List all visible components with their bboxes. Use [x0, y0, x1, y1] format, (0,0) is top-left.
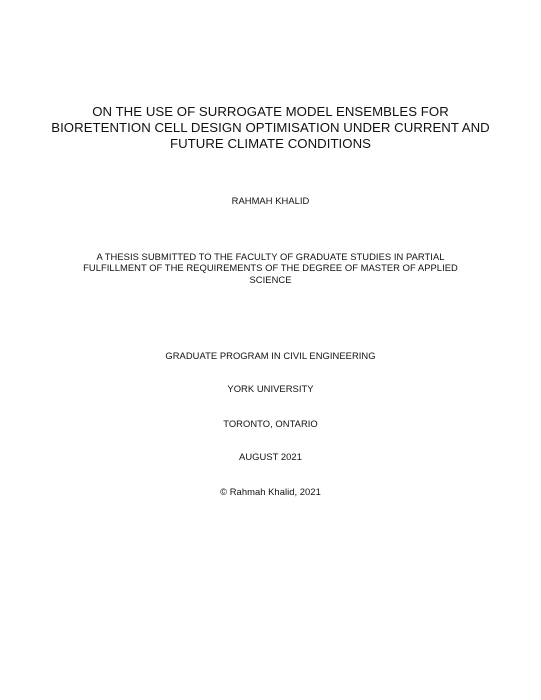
copyright-notice: © Rahmah Khalid, 2021 — [220, 486, 321, 497]
submission-line-3: SCIENCE — [249, 273, 292, 285]
submission-line-2: FULFILLMENT OF THE REQUIREMENTS OF THE DEGREE OF MASTER OF APPLIED — [83, 262, 458, 274]
thesis-title-line-1: ON THE USE OF SURROGATE MODEL ENSEMBLES FOR — [92, 104, 449, 119]
location: TORONTO, ONTARIO — [223, 418, 318, 429]
submission-statement — [0, 251, 541, 285]
graduate-program: GRADUATE PROGRAM IN CIVIL ENGINEERING — [165, 350, 376, 361]
author-name: RAHMAH KHALID — [231, 195, 310, 206]
submission-line-1: A THESIS SUBMITTED TO THE FACULTY OF GRADUATE STUDIES IN PARTIAL — [96, 251, 445, 262]
thesis-title — [0, 104, 541, 152]
thesis-title-line-3: FUTURE CLIMATE CONDITIONS — [169, 136, 372, 151]
university-name: YORK UNIVERSITY — [227, 383, 314, 394]
thesis-title-line-2: BIORETENTION CELL DESIGN OPTIMISATION UNDER CURRENT AND — [51, 120, 490, 135]
submission-date: AUGUST 2021 — [239, 451, 302, 462]
